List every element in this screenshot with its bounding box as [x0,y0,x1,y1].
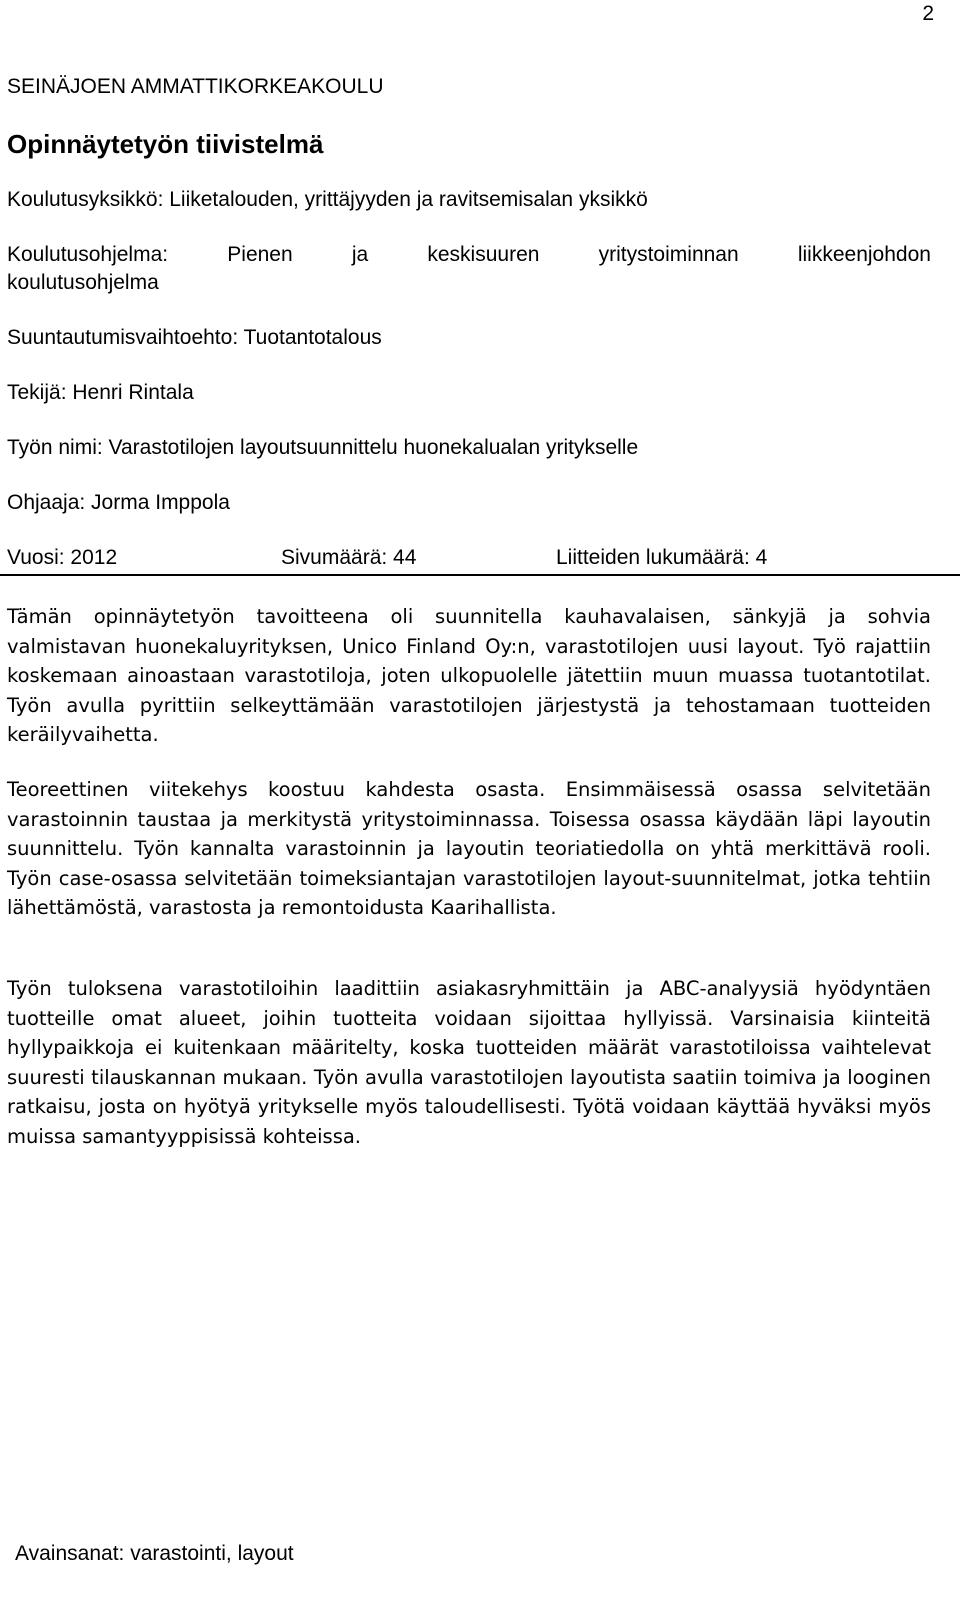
abstract-paragraph-3: Työn tuloksena varastotiloihin laadittiin asiakasryhmittäin ja ABC-analyysiä hyödyntäen tuotteille omat alueet, joihin tuotteita voidaan sijoittaa hyllyissä. Varsinaisia kiinteitä hyllypaikkoja ei kuitenkaan määritelty, koska tuotteiden määrät varastotiloissa vaihtelevat suuresti tilauskannan mukaan. Työn avulla varastotilojen layoutista saatiin toimiva ja looginen ratkaisu, josta on hyötyä yritykselle myös taloudellisesti. Työtä voidaan käyttää hyväksi myös muissa samantyyppisissä kohteissa. [7,977,931,1148]
specialisation: Suuntautumisvaihtoehto: Tuotantotalous [7,326,382,349]
degree-programme-line [7,241,931,269]
author: Tekijä: Henri Rintala [7,381,194,404]
document-title: Opinnäytetyön tiivistelmä [7,129,324,159]
degree-programme-word: Koulutusohjelma: [7,243,169,266]
supervisor: Ohjaaja: Jorma Imppola [7,491,230,514]
page-number: 2 [922,2,934,25]
page-count: Sivumäärä: 44 [281,546,417,569]
degree-programme-word: yritystoiminnan [598,243,739,266]
abstract-paragraph-2: Teoreettinen viitekehys koostuu kahdesta osasta. Ensimmäisessä osassa selvitetään varastoinnin taustaa ja merkitystä yritystoiminnassa. Toisessa osassa käydään läpi layoutin suunnittelu. Työn kannalta varastoinnin ja layoutin teoriatiedolla on yhtä merkittävä rooli. Työn case-osassa selvitetään toimeksiantajan varastotilojen layout-suunnitelmat, jotka tehtiin lähettämöstä, varastosta ja remontoidusta Kaarihallista. [7,778,931,919]
degree-programme-word: Pienen [227,243,293,266]
school-name: SEINÄJOEN AMMATTIKORKEAKOULU [7,75,384,98]
education-unit: Koulutusyksikkö: Liiketalouden, yrittäjyyden ja ravitsemisalan yksikkö [7,188,648,211]
thesis-title: Työn nimi: Varastotilojen layoutsuunnittelu huonekalualan yritykselle [7,436,639,459]
degree-programme-word: keskisuuren [427,243,540,266]
year: Vuosi: 2012 [7,546,118,569]
degree-programme-word: ja [351,243,369,266]
degree-programme-continuation: koulutusohjelma [7,271,159,294]
thesis-stats-row [0,544,960,576]
degree-programme [7,241,931,297]
appendix-count: Liitteiden lukumäärä: 4 [556,546,768,569]
keywords: Avainsanat: varastointi, layout [15,1542,294,1565]
abstract-paragraph-1: Tämän opinnäytetyön tavoitteena oli suunnitella kauhavalaisen, sänkyjä ja sohvia valmistavan huonekaluyrityksen, Unico Finland Oy:n, varastotilojen uusi layout. Työ rajattiin koskemaan ainoastaan varastotiloja, joten ulkopuolelle jätettiin muun muassa tuotantotilat. Työn avulla pyrittiin selkeyttämään varastotilojen järjestystä ja tehostamaan tuotteiden keräilyvaihetta. [7,605,931,746]
degree-programme-word: liikkeenjohdon [797,243,931,266]
